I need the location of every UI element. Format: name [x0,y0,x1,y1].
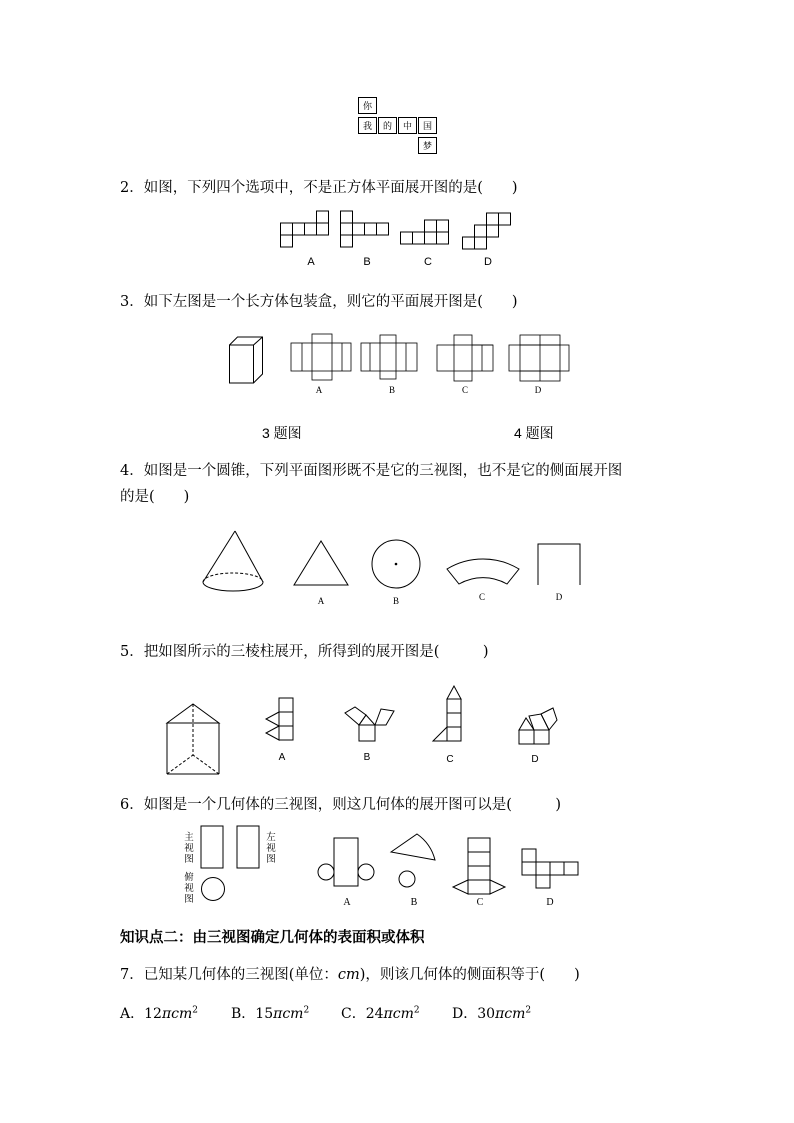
q2-net-d [462,210,522,255]
net-cell: 梦 [418,137,437,154]
option-label: B [363,752,371,763]
caption-q3: 3 题图 [262,425,302,441]
option-c: C．24πcm$^2$ [341,1005,420,1022]
q4-cone [200,530,270,600]
net-cell: 你 [358,97,377,114]
option-label: A [307,256,315,268]
q2-net-b [340,210,400,255]
q3-net-b [360,333,430,383]
question-2-text: 2．如图，下列四个选项中，不是正方体平面展开图的是( ) [120,180,518,196]
option-label: A [317,596,325,606]
option-label: D [534,385,542,395]
q4-sector [445,540,525,590]
q4-circle [370,538,430,598]
q5-prism [166,703,226,778]
option-label: D [546,897,554,908]
question-4-line1: 4．如图是一个圆锥，下列平面图形既不是它的三视图，也不是它的侧面展开图 [120,463,623,479]
q5-net-c [431,685,471,750]
option-label: B [410,897,418,908]
option-label: C [446,754,454,765]
option-label: A [278,752,286,763]
q6-three-views [198,824,268,909]
net-cell: 国 [418,117,437,134]
q3-net-d [508,333,578,383]
option-d: D．30πcm$^2$ [452,1005,532,1022]
option-label: C [424,256,432,268]
top-view-label: 俯视图 [184,872,194,905]
q4-triangle [293,540,353,590]
question-6-text: 6．如图是一个几何体的三视图，则这几何体的展开图可以是( ) [120,797,562,813]
net-cell: 的 [378,117,397,134]
left-view-label: 左视图 [266,832,276,865]
question-3-text: 3．如下左图是一个长方体包装盒，则它的平面展开图是( ) [120,294,518,310]
option-label: D [555,592,563,602]
q6-net-c [450,836,520,901]
option-label: C [478,592,485,602]
question-5-text: 5．把如图所示的三棱柱展开，所得到的展开图是( ) [120,644,489,660]
option-label: C [476,897,484,908]
section-title: 知识点二：由三视图确定几何体的表面积或体积 [120,930,425,946]
net-cell: 我 [358,117,377,134]
q3-net-c [436,333,506,383]
q4-open-rect [537,543,587,593]
option-label: B [363,256,371,268]
option-label: B [392,596,399,606]
q5-net-b [341,705,401,755]
question-7-text [120,963,580,984]
question-4-line2: 的是( ) [120,489,190,505]
option-label: B [388,385,395,395]
question-7-part-a: 7．已知某几何体的三视图(单位： [120,967,338,983]
q6-net-d [520,847,590,897]
q5-net-d [517,706,567,756]
unit-cm: cm [337,967,360,983]
q2-net-a [280,210,340,255]
front-view-label: 主视图 [184,832,194,865]
option-b: B．15πcm$^2$ [231,1005,310,1022]
option-a: A．12πcm$^2$ [120,1005,199,1022]
q2-net-c [400,210,460,255]
q3-net-a [290,333,360,383]
caption-q4: 4 题图 [514,425,554,441]
q6-net-a [316,836,386,896]
option-label: D [484,256,492,268]
q6-net-b [389,832,449,892]
option-label: C [461,385,468,395]
net-cell: 中 [398,117,417,134]
q3-box [229,336,269,386]
q5-net-a [263,697,303,747]
option-label: A [315,385,323,395]
option-label: A [343,897,351,908]
option-label: D [531,754,539,765]
question-7-part-b: )，则该几何体的侧面积等于( ) [359,967,580,983]
